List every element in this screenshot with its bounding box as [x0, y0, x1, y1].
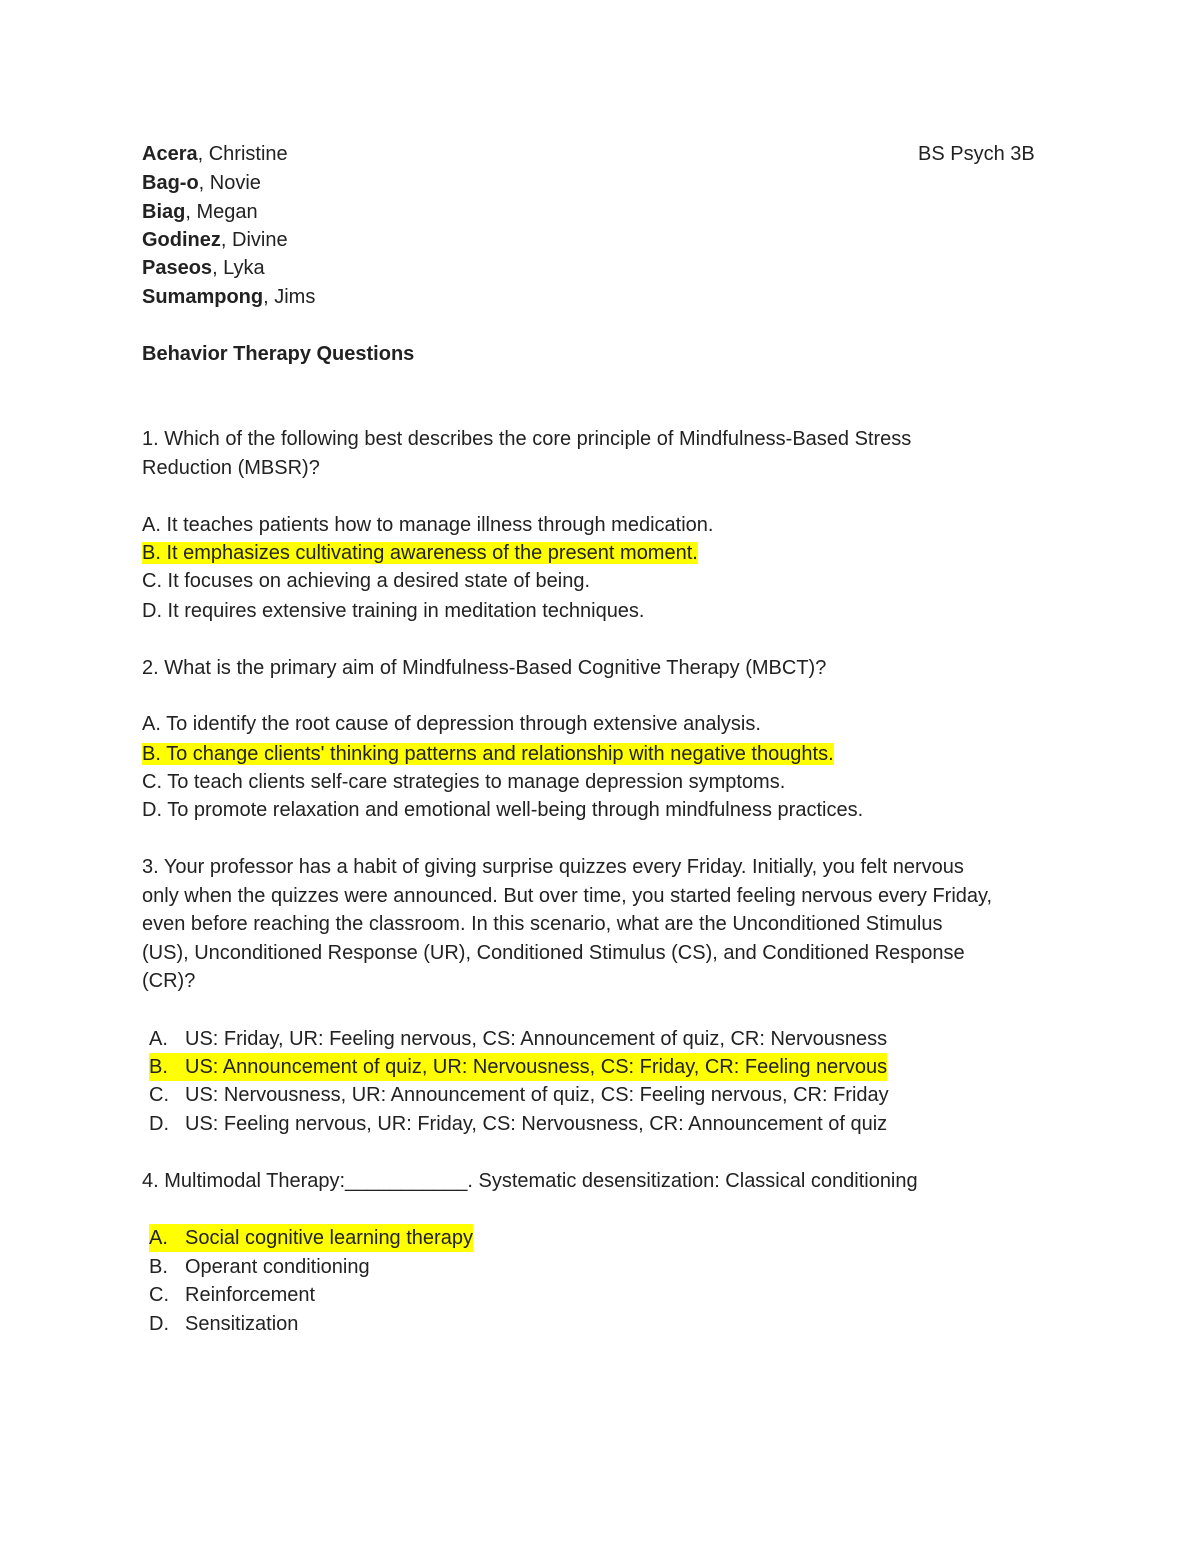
- class-section: BS Psych 3B: [918, 143, 1035, 165]
- answer-highlight: B. It emphasizes cultivating awareness of the present moment.: [142, 542, 698, 564]
- option-letter: B.: [149, 1056, 168, 1078]
- question-text: (CR)?: [142, 970, 196, 992]
- question-text: (US), Unconditioned Response (UR), Conditioned Stimulus (CS), and Conditioned Response: [142, 942, 965, 964]
- member-given-name: , Novie: [198, 172, 261, 194]
- member-given-name: , Divine: [220, 229, 288, 251]
- question-text: only when the quizzes were announced. But over time, you started feeling nervous every Friday,: [142, 885, 993, 907]
- answer-option: D. It requires extensive training in meditation techniques.: [142, 600, 645, 622]
- member-line: [142, 198, 258, 226]
- answer-option-highlighted: [142, 740, 834, 768]
- member-line: [142, 140, 288, 168]
- option-letter: B.: [149, 1256, 168, 1278]
- question-text: even before reaching the classroom. In this scenario, what are the Unconditioned Stimulus: [142, 913, 943, 935]
- member-surname: Bag-o: [142, 172, 199, 194]
- answer-option: A. It teaches patients how to manage illness through medication.: [142, 514, 714, 536]
- question-text: 1. Which of the following best describes the core principle of Mindfulness-Based Stress: [142, 428, 912, 450]
- member-given-name: , Lyka: [212, 257, 265, 279]
- question-text: 3. Your professor has a habit of giving surprise quizzes every Friday. Initially, you felt nervous: [142, 856, 964, 878]
- answer-option: [149, 1025, 887, 1053]
- option-text: US: Announcement of quiz, UR: Nervousness, CS: Friday, CR: Feeling nervous: [185, 1056, 888, 1078]
- member-surname: Sumampong: [142, 286, 264, 308]
- option-text: Reinforcement: [185, 1284, 316, 1306]
- member-surname: Biag: [142, 201, 186, 223]
- answer-highlight: B. To change clients' thinking patterns and relationship with negative thoughts.: [142, 743, 834, 765]
- option-letter: D.: [149, 1313, 169, 1335]
- answer-option: [149, 1310, 298, 1338]
- member-given-name: , Christine: [197, 143, 288, 165]
- answer-option: D. To promote relaxation and emotional well-being through mindfulness practices.: [142, 799, 864, 821]
- question-text: 4. Multimodal Therapy:___________. Systematic desensitization: Classical conditioning: [142, 1170, 918, 1192]
- member-given-name: , Megan: [185, 201, 258, 223]
- member-surname: Acera: [142, 143, 198, 165]
- answer-option: [149, 1110, 887, 1138]
- option-text: Sensitization: [185, 1313, 299, 1335]
- answer-option: C. To teach clients self-care strategies to manage depression symptoms.: [142, 771, 786, 793]
- question-text: 2. What is the primary aim of Mindfulness-Based Cognitive Therapy (MBCT)?: [142, 657, 827, 679]
- option-text: US: Feeling nervous, UR: Friday, CS: Nervousness, CR: Announcement of quiz: [185, 1113, 888, 1135]
- member-line: [142, 254, 265, 282]
- option-text: Operant conditioning: [185, 1256, 370, 1278]
- answer-option: C. It focuses on achieving a desired state of being.: [142, 570, 591, 592]
- member-surname: Godinez: [142, 229, 221, 251]
- answer-option: [149, 1281, 315, 1309]
- answer-option-highlighted: [149, 1224, 473, 1252]
- option-text: US: Friday, UR: Feeling nervous, CS: Announcement of quiz, CR: Nervousness: [185, 1028, 888, 1050]
- option-letter: C.: [149, 1284, 169, 1306]
- member-given-name: , Jims: [263, 286, 316, 308]
- member-line: [142, 226, 288, 254]
- option-letter: C.: [149, 1084, 169, 1106]
- question-text: Reduction (MBSR)?: [142, 457, 320, 479]
- document-title: Behavior Therapy Questions: [142, 343, 415, 365]
- answer-option-highlighted: [142, 539, 698, 567]
- answer-option-highlighted: [149, 1053, 887, 1081]
- option-letter: A.: [149, 1028, 168, 1050]
- member-line: [142, 169, 261, 197]
- answer-option: A. To identify the root cause of depression through extensive analysis.: [142, 713, 761, 735]
- answer-option: [149, 1081, 889, 1109]
- option-letter: D.: [149, 1113, 169, 1135]
- option-text: US: Nervousness, UR: Announcement of quiz, CS: Feeling nervous, CR: Friday: [185, 1084, 889, 1106]
- option-letter: A.: [149, 1227, 168, 1249]
- member-line: [142, 283, 315, 311]
- answer-option: [149, 1253, 370, 1281]
- member-surname: Paseos: [142, 257, 213, 279]
- option-text: Social cognitive learning therapy: [185, 1227, 473, 1249]
